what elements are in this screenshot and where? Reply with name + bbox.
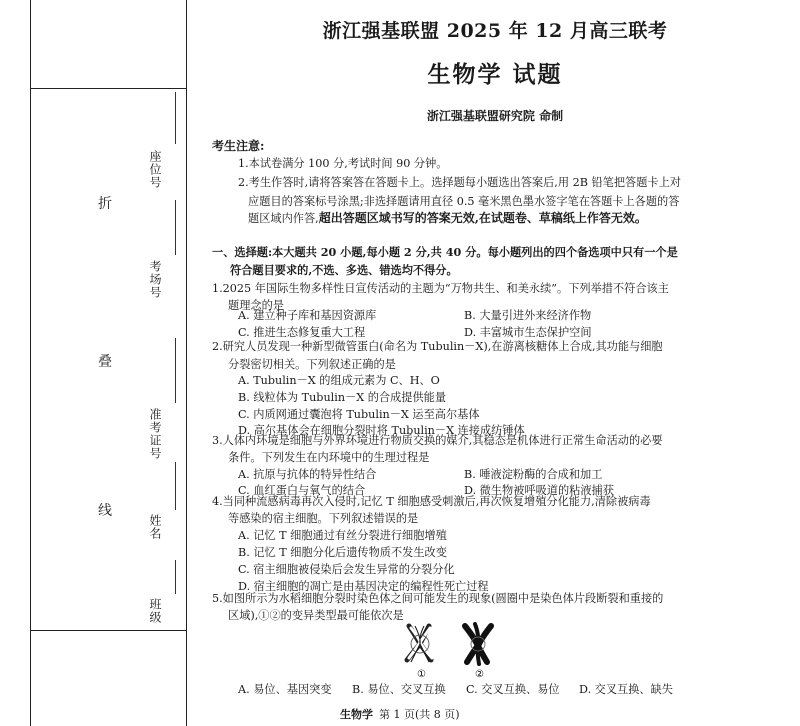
- page-footer: [340, 706, 460, 722]
- q5-option-d[interactable]: D. 交叉互换、缺失: [579, 683, 673, 696]
- q3-stem-line-1: 3.人体内环境是细胞与外界环境进行物质交换的媒介,其稳态是机体进行正常生命活动的必要: [212, 434, 663, 447]
- q4-stem-line-1: 4.当同种流感病毒再次入侵时,记忆 T 细胞感受刺激后,再次恢复增殖分化能力,清除被病毒: [212, 495, 651, 508]
- strip-border-right: [186, 0, 187, 726]
- q4-option-a[interactable]: A. 记忆 T 细胞通过有丝分裂进行细胞增殖: [238, 529, 447, 542]
- q4-option-b[interactable]: B. 记忆 T 细胞分化后遗传物质不发生改变: [238, 546, 447, 559]
- q3-stem-line-2: 条件。下列发生在内环境中的生理过程是: [228, 451, 430, 464]
- notes-item-2-line-1: 2.考生作答时,请将答案答在答题卡上。选择题每小题选出答案后,用 2B 铅笔把答题卡上对: [238, 176, 681, 189]
- q2-stem-line-2: 分裂密切相关。下列叙述正确的是: [228, 358, 396, 371]
- notes-heading: 考生注意:: [212, 139, 265, 153]
- q1-stem-line-1: 1.2025 年国际生物多样性日宣传活动的主题为“万物共生、和美永续”。下列举措不符合该主: [212, 282, 669, 295]
- fold-char-1: 折: [98, 196, 112, 212]
- exam-room-label: 考场号: [148, 260, 162, 299]
- q1-option-a[interactable]: A. 建立种子库和基因资源库: [238, 309, 377, 322]
- strip-border-left: [30, 0, 31, 726]
- strip-divider-bottom: [30, 630, 187, 631]
- fold-char-2: 叠: [98, 354, 112, 370]
- q5-option-b[interactable]: B. 易位、交叉互换: [352, 683, 446, 696]
- q2-stem-line-1: 2.研究人员发现一种新型微管蛋白(命名为 Tubulin－X),在游离核糖体上合成,其功能与细胞: [212, 340, 663, 353]
- section-heading-part-a: 一、选择题:本大题共 20 小题,每小题 2 分,共 40 分。: [212, 245, 488, 259]
- notes-item-1: 1.本试卷满分 100 分,考试时间 90 分钟。: [238, 157, 448, 170]
- notes-item-2-line-2: 应题目的答案标号涂黑;非选择题请用直径 0.5 毫米黑色墨水签字笔在答题卡上各题的答: [248, 195, 680, 208]
- fold-char-3: 线: [98, 503, 112, 519]
- q5-option-c[interactable]: C. 交叉互换、易位: [466, 683, 560, 696]
- admission-number-blank[interactable]: [175, 338, 176, 403]
- q3-option-d[interactable]: D. 微生物被呼吸道的粘液捕获: [464, 484, 614, 497]
- footer-subject: 生物学: [340, 708, 373, 721]
- q1-option-d[interactable]: D. 丰富城市生态保护空间: [464, 326, 592, 339]
- seat-number-blank[interactable]: [175, 92, 176, 144]
- q3-option-b[interactable]: B. 唾液淀粉酶的合成和加工: [464, 468, 603, 481]
- notes-item-2-line-3-plain: 题区域内作答,: [248, 212, 319, 225]
- section-heading-line-1: [212, 244, 678, 261]
- q4-stem-line-2: 等感染的宿主细胞。下列叙述错误的是: [228, 512, 419, 525]
- class-label: 班级: [148, 598, 162, 624]
- q2-option-d[interactable]: D. 高尔基体会在细胞分裂时将 Tubulin－X 连接成纺锤体: [238, 424, 525, 437]
- figure-1-chromosome-pair: [407, 626, 432, 662]
- name-blank[interactable]: [175, 462, 176, 510]
- figure-1-label: ①: [417, 669, 426, 680]
- figure-2-chromosome-pair: [465, 624, 491, 664]
- notes-item-2-line-3: [248, 210, 647, 227]
- q5-stem-line-2: 区域),①②的变异类型最可能依次是: [228, 609, 404, 622]
- figure-2-label: ②: [475, 669, 484, 680]
- exam-room-blank[interactable]: [175, 200, 176, 255]
- chromosome-figure: [395, 620, 530, 682]
- section-heading-line-2: 符合题目要求的,不选、多选、错选均不得分。: [230, 263, 458, 277]
- strip-divider-top: [30, 88, 187, 89]
- author-line: 浙江强基联盟研究院 命制: [426, 109, 564, 123]
- q4-option-d[interactable]: D. 宿主细胞的凋亡是由基因决定的编程性死亡过程: [238, 580, 489, 593]
- q2-option-a[interactable]: A. Tubulin－X 的组成元素为 C、H、O: [238, 374, 440, 387]
- notes-item-2-line-3-emphasis: 超出答题区域书写的答案无效,在试题卷、草稿纸上作答无效。: [318, 211, 647, 225]
- q3-option-a[interactable]: A. 抗原与抗体的特异性结合: [238, 468, 377, 481]
- name-label: 姓名: [148, 514, 162, 540]
- q5-stem-line-1: 5.如图所示为水稻细胞分裂时染色体之间可能发生的现象(圆圈中是染色体片段断裂和重接的: [212, 592, 664, 605]
- subject-title: 生物学 试题: [427, 61, 563, 88]
- class-blank[interactable]: [175, 560, 176, 594]
- admission-number-label: 准考证号: [148, 408, 162, 460]
- q1-stem-line-2: 题理念的是: [228, 299, 284, 312]
- q1-option-c[interactable]: C. 推进生态修复重大工程: [238, 326, 366, 339]
- q5-option-a[interactable]: A. 易位、基因突变: [238, 683, 332, 696]
- section-heading-part-b: 每小题列出的四个备选项中只有一个是: [487, 245, 678, 259]
- footer-page-number: 第 1 页(共 8 页): [379, 708, 460, 721]
- exam-title: 浙江强基联盟 2025 年 12 月高三联考: [322, 20, 668, 42]
- binding-strip: [0, 0, 190, 726]
- seat-number-label: 座位号: [148, 150, 162, 189]
- q2-option-b[interactable]: B. 线粒体为 Tubulin－X 的合成提供能量: [238, 391, 447, 404]
- q2-option-c[interactable]: C. 内质网通过囊泡将 Tubulin－X 运至高尔基体: [238, 408, 480, 421]
- q1-option-b[interactable]: B. 大量引进外来经济作物: [464, 309, 592, 322]
- q3-option-c[interactable]: C. 血红蛋白与氧气的结合: [238, 484, 366, 497]
- q4-option-c[interactable]: C. 宿主细胞被侵染后会发生异常的分裂分化: [238, 563, 455, 576]
